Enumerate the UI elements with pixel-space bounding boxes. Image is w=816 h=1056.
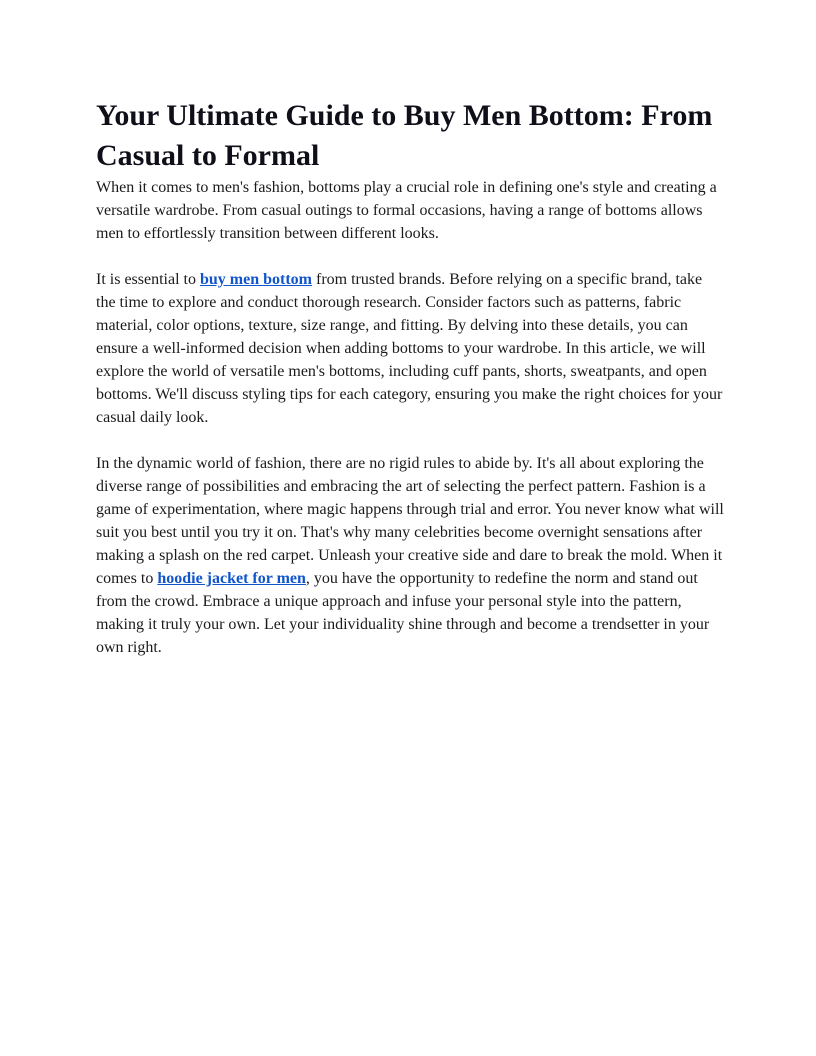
hoodie-jacket-link[interactable]: hoodie jacket for men xyxy=(157,570,306,587)
text: from trusted brands. Before relying on a specific brand, take the time to explore and conduct thorough research. Consider factors such as patterns, fabric material, color options, texture, size range, and fitting. By delving into these details, you can ensure a well-informed decision when adding bottoms to your wardrobe. In this article, we will explore the world of versatile men's bottoms, including cuff pants, shorts, sweatpants, and open bottoms. We'll discuss styling tips for each category, ensuring you make the right choices for your casual daily look. xyxy=(96,271,723,426)
text: It is essential to xyxy=(96,271,200,288)
document-body xyxy=(96,96,724,682)
text: , you have the opportunity to redefine the norm and stand out from the crowd. Embrace a unique approach and infuse your personal style into the pattern, making it truly your own. Let your individuality shine through and become a trendsetter in your own right. xyxy=(96,570,710,656)
paragraph-fashion xyxy=(96,452,724,659)
text: In the dynamic world of fashion, there are no rigid rules to abide by. It's all about exploring the diverse range of possibilities and embracing the art of selecting the perfect pattern. Fashion is a game of experimentation, where magic happens through trial and error. You never know what will suit you best until you try it on. That's why many celebrities become overnight sensations after making a splash on the red carpet. Unleash your creative side and dare to break the mold. When it comes to xyxy=(96,455,724,587)
page-title: Your Ultimate Guide to Buy Men Bottom: From Casual to Formal xyxy=(96,99,713,172)
paragraph-intro: When it comes to men's fashion, bottoms play a crucial role in defining one's style and creating a versatile wardrobe. From casual outings to formal occasions, having a range of bottoms allows men to effortlessly transition between different looks. xyxy=(96,179,717,242)
paragraph-brands xyxy=(96,268,724,429)
buy-men-bottom-link[interactable]: buy men bottom xyxy=(199,271,312,288)
